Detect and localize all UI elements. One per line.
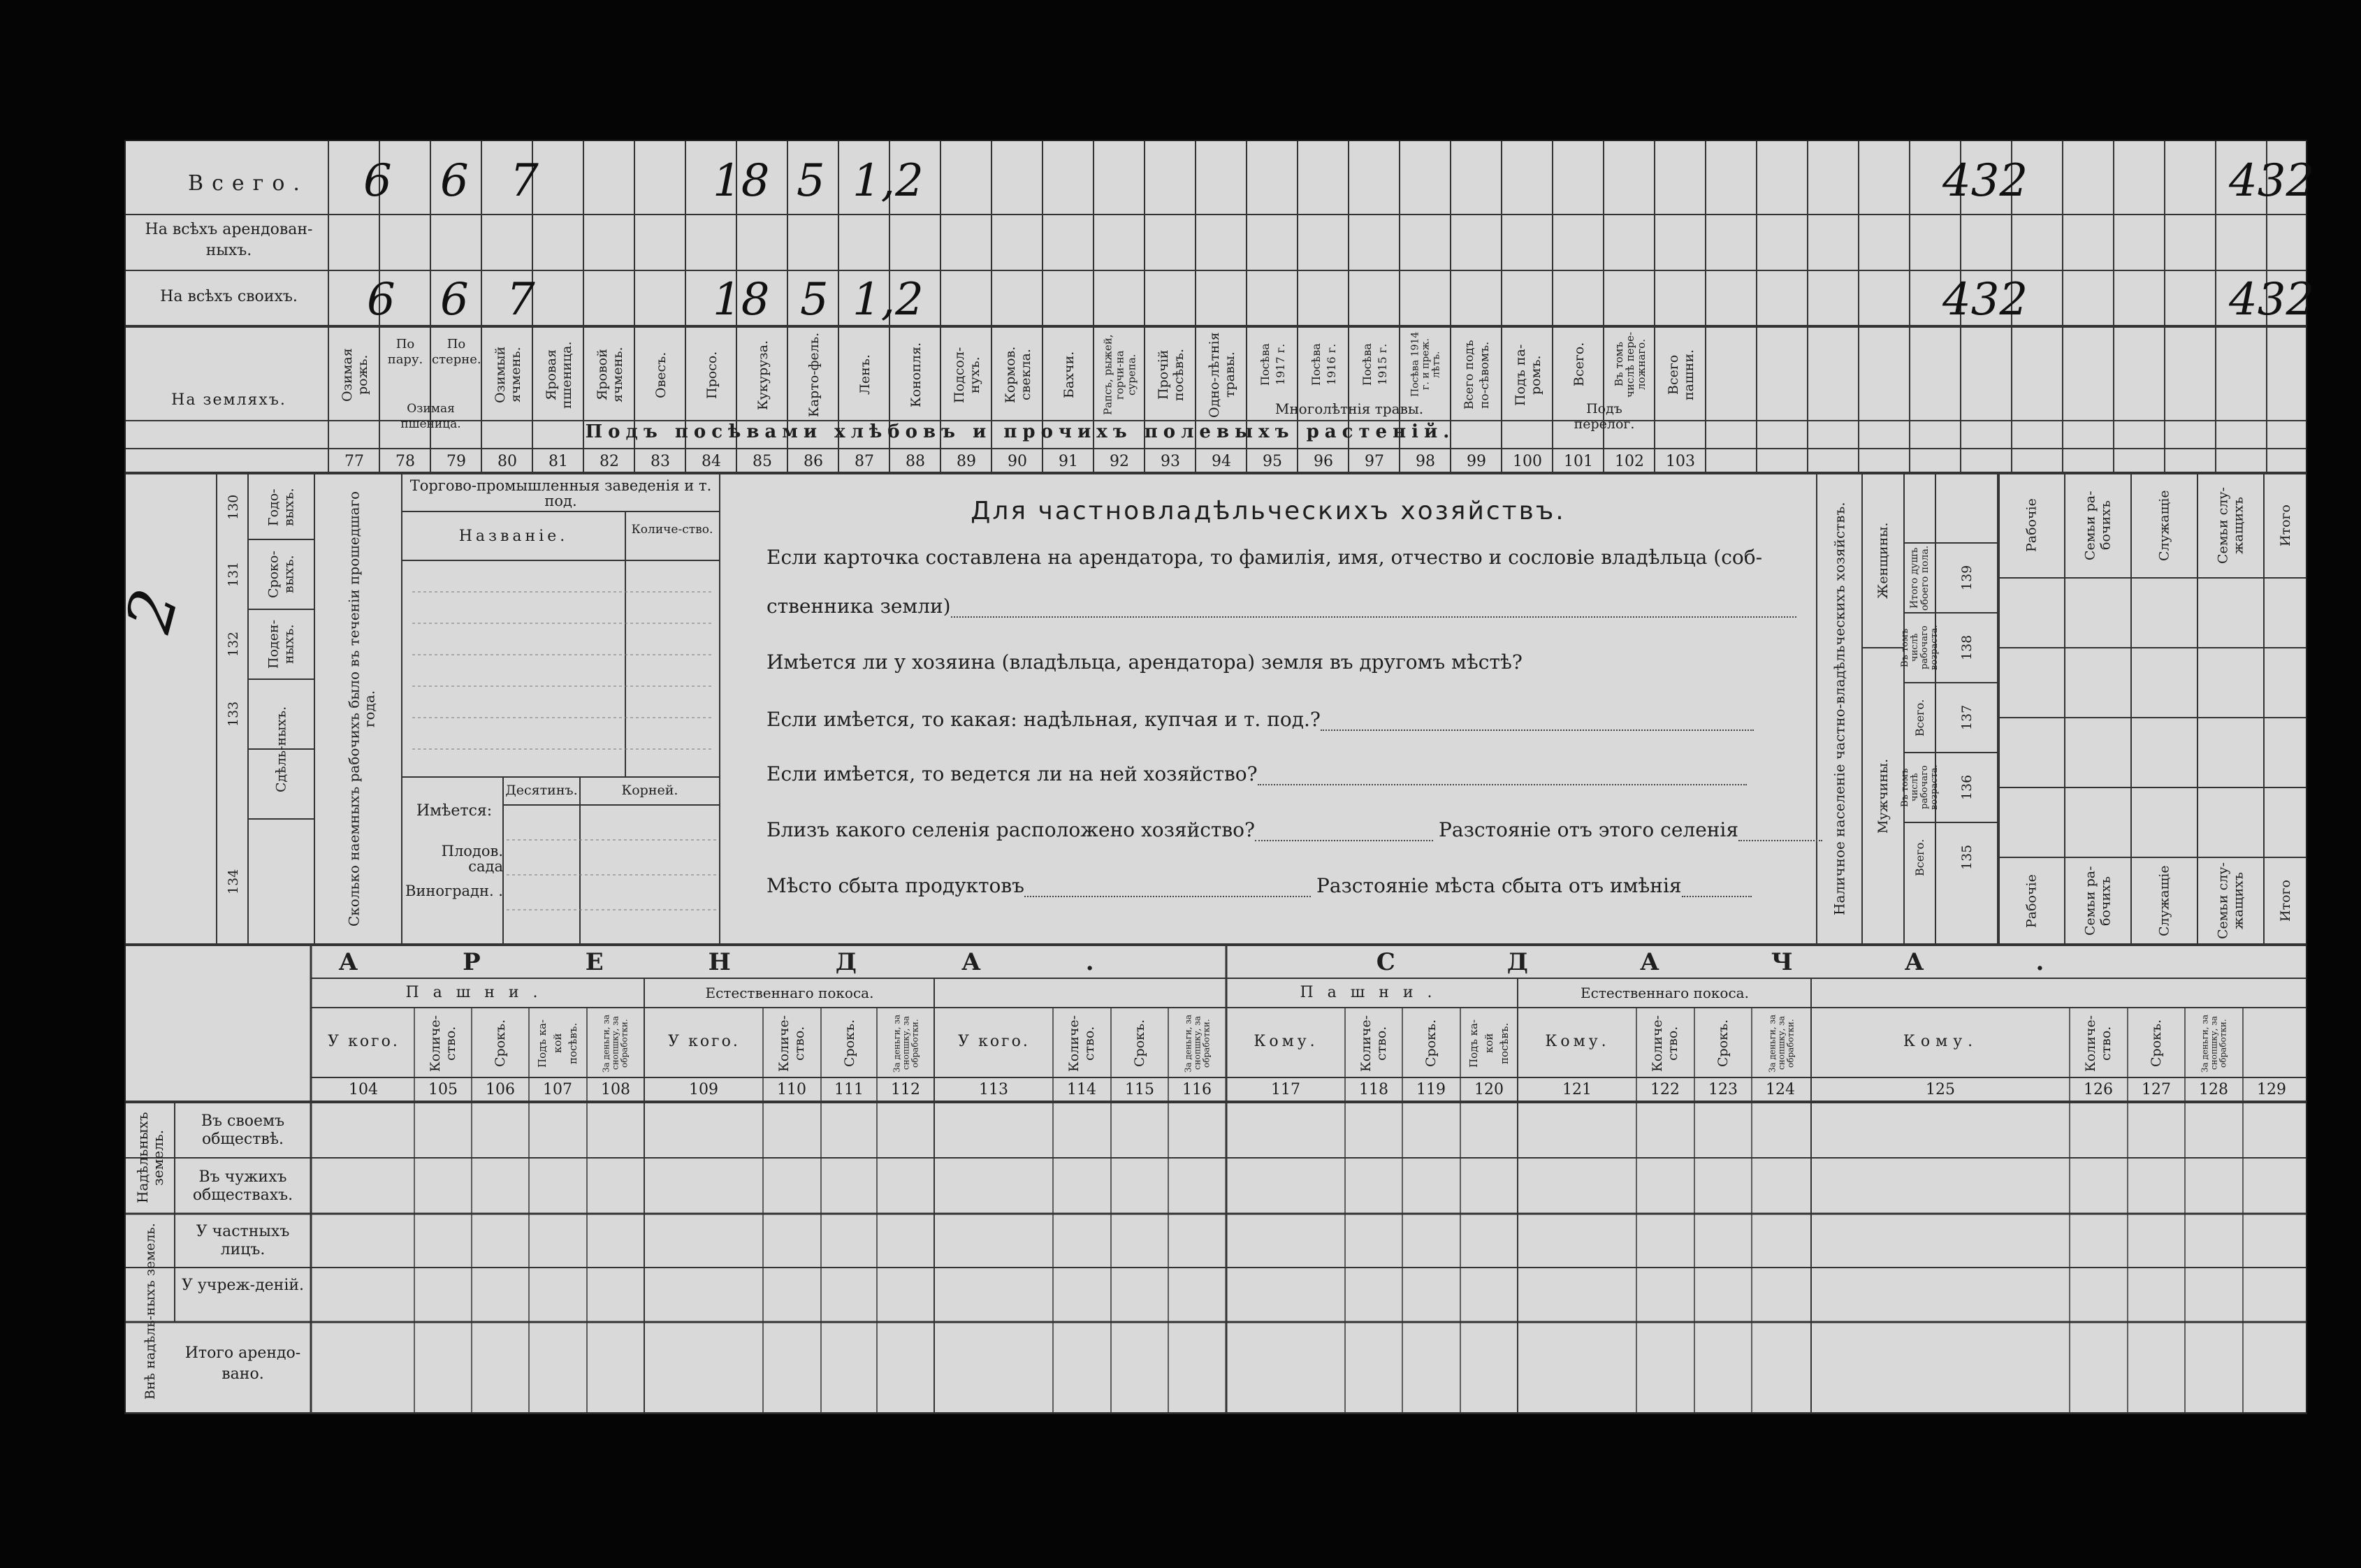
subhead-za-dengi: За деньги, за снопшку, за обработки. xyxy=(892,1014,920,1073)
subhead-u-kogo: У кого. xyxy=(958,1033,1030,1050)
col-konoplya: Конопля. xyxy=(908,342,924,408)
pop-col-women-working: Въ томъ числѣ рабочаго возраста. xyxy=(1900,625,1940,671)
subhead-kolichestvo: Количе-ство. xyxy=(776,1015,807,1072)
col-number: 96 xyxy=(1314,453,1333,470)
col-number: 78 xyxy=(395,453,415,470)
right-col-itogo: Итого xyxy=(2278,504,2293,546)
col-number: 99 xyxy=(1467,453,1486,470)
col-number: 105 xyxy=(428,1081,458,1098)
col-number: 84 xyxy=(702,453,721,470)
label-kornei: Корней. xyxy=(621,783,678,798)
pop-col-women-total: Всего. xyxy=(1913,699,1926,736)
handwritten-value: 432 xyxy=(2229,274,2315,326)
col-number: 108 xyxy=(601,1081,630,1098)
handwritten-value: 18 xyxy=(713,155,770,207)
col-poseva-1917: Посѣва 1917 г. xyxy=(1258,343,1287,386)
question-5-row xyxy=(767,819,1822,841)
header-pokos-sdacha: Естественнаго покоса. xyxy=(1581,985,1749,1001)
row-u-uchrezhdenii: У учреж-денiй. xyxy=(181,1277,305,1294)
question-6-row xyxy=(767,875,1752,897)
question-1b-row xyxy=(767,595,1796,618)
subhead-srok: Срокъ. xyxy=(1715,1019,1731,1068)
col-number: 113 xyxy=(979,1081,1008,1098)
question-4: Если имѣется, то ведется ли на ней хозяйство? xyxy=(767,762,1258,785)
question-3: Если имѣется, то какая: надѣльная, купчая и т. под.? xyxy=(767,708,1321,731)
col-number: 129 xyxy=(2257,1081,2286,1098)
trade-title: Торгово-промышленныя заведенiя и т. под. xyxy=(409,477,712,509)
trade-qty-header: Количе-ство. xyxy=(631,523,713,537)
label-sdelnykh: Сдѣль-ныхъ. xyxy=(273,706,289,792)
answer-line[interactable] xyxy=(1255,825,1433,841)
handwritten-value: 5 xyxy=(797,155,825,207)
question-6b: Разстоянiе мѣста сбыта отъ имѣнiя xyxy=(1316,874,1682,897)
worker-number: 133 xyxy=(226,701,241,727)
col-podsolnukh: Подсол-нухъ. xyxy=(952,347,982,403)
handwritten-value: 432 xyxy=(1942,274,2028,326)
margin-handwritten-mark: 2 xyxy=(112,581,194,640)
row-label-na-zemlyakh: На земляхъ. xyxy=(171,391,286,409)
subhead-komu: Кому. xyxy=(1903,1033,1979,1050)
subhead-za-dengi: За деньги, за снопшку, за обработки. xyxy=(601,1014,630,1073)
col-number: 116 xyxy=(1182,1081,1212,1098)
col-number: 97 xyxy=(1365,453,1384,470)
answer-line[interactable] xyxy=(951,601,1796,618)
pop-number: 139 xyxy=(1959,565,1975,591)
col-poseva-1916: Посѣва 1916 г. xyxy=(1309,343,1338,386)
col-vsego-pod-posevom: Всего подъ по-сѣвомъ. xyxy=(1462,340,1492,410)
col-number: 92 xyxy=(1110,453,1129,470)
col-number: 102 xyxy=(1615,453,1644,470)
question-1a: Если карточка составлена на арендатора, то фамилiя, имя, отчество и сословiе владѣльца (соб- xyxy=(767,546,1763,569)
label-women: Женщины. xyxy=(1875,522,1891,599)
handwritten-value: 7 xyxy=(507,274,535,326)
label-hired-workers: Сколько наемныхъ рабочихъ было въ теченiи прошедшаго года. xyxy=(345,491,378,927)
col-number: 112 xyxy=(891,1081,920,1098)
label-population: Наличное населенiе частно-владѣльческихъ хозяйствъ. xyxy=(1831,502,1848,916)
question-4-row xyxy=(767,763,1747,785)
col-number: 103 xyxy=(1666,453,1695,470)
col-ozimyi-yachmen: Озимый ячмень. xyxy=(493,346,523,404)
label-vinogradn: Виноградн. . xyxy=(405,883,503,899)
subhead-kolichestvo: Количе-ство. xyxy=(2083,1015,2114,1072)
label-men: Мужчины. xyxy=(1875,758,1891,834)
col-number: 120 xyxy=(1474,1081,1504,1098)
row-label-vsego: Всего. xyxy=(188,171,308,196)
col-number: 124 xyxy=(1766,1081,1795,1098)
answer-line[interactable] xyxy=(1682,880,1752,897)
col-poseva-1914: Посѣва 1914 г. и преж. лѣтъ. xyxy=(1409,331,1442,398)
pop-number: 137 xyxy=(1959,704,1975,731)
col-number: 128 xyxy=(2199,1081,2228,1098)
col-number: 100 xyxy=(1513,453,1542,470)
col-kormov-svekla: Кормов. свекла. xyxy=(1003,346,1033,404)
pop-number: 136 xyxy=(1959,774,1975,801)
col-kartofel: Карто-фель. xyxy=(806,332,822,418)
handwritten-value: 432 xyxy=(1942,155,2028,207)
label-desyatin: Десятинъ. xyxy=(505,783,578,798)
handwritten-value: 1,2 xyxy=(852,274,924,326)
col-number: 121 xyxy=(1562,1081,1592,1098)
col-yarovoi-yachmen: Яровой ячмень. xyxy=(595,347,625,403)
row-label-svoikh: На всѣхъ своихъ. xyxy=(160,288,298,305)
col-kukuruza: Кукуруза. xyxy=(755,340,771,410)
subhead-kolichestvo: Количе-ство. xyxy=(1650,1015,1680,1072)
col-number: 82 xyxy=(600,453,619,470)
col-len: Ленъ. xyxy=(857,354,873,395)
header-pashni-sdacha: Пашни. xyxy=(1300,984,1446,1001)
label-pod-perelog: Подъ перелог. xyxy=(1574,401,1635,432)
col-number: 109 xyxy=(689,1081,718,1098)
col-bakhchi: Бахчи. xyxy=(1061,351,1077,399)
col-number: 77 xyxy=(344,453,364,470)
right-col-rabochie: Рабочiе xyxy=(2024,498,2040,553)
col-po-sterne: По стерне. xyxy=(432,337,481,367)
col-number: 89 xyxy=(957,453,976,470)
subhead-srok: Срокъ. xyxy=(493,1019,508,1068)
col-number: 114 xyxy=(1067,1081,1096,1098)
question-3-row xyxy=(767,709,1754,731)
answer-line[interactable] xyxy=(1258,769,1747,785)
subhead-pod-posev: Подъ ка-кой посѣвъ. xyxy=(536,1019,579,1068)
right-col-sluzhashchie-bottom: Служащiе xyxy=(2156,865,2172,937)
handwritten-value: 6 xyxy=(440,155,469,207)
handwritten-value: 1,2 xyxy=(852,155,924,207)
band-pod-posevami: Подъ посѣвами хлѣбовъ и прочихъ полевыхъ растенiй. xyxy=(585,421,1455,442)
col-yarovaya-pshenitsa: Яровая пшеница. xyxy=(544,341,574,409)
col-number: 117 xyxy=(1271,1081,1300,1098)
subhead-kolichestvo: Количе-ство. xyxy=(1066,1015,1097,1072)
label-godovykh: Годо-выхъ. xyxy=(266,488,297,527)
col-po-paru: По пару. xyxy=(387,337,423,367)
row-itogo-arendovano: Итого арендо-вано. xyxy=(184,1344,301,1383)
col-number: 80 xyxy=(497,453,517,470)
answer-line[interactable] xyxy=(1738,825,1822,841)
pop-number: 138 xyxy=(1959,634,1975,661)
col-odnoletnie-travy: Одно-лѣтнiя травы. xyxy=(1207,332,1237,418)
col-ozimaya-rozh: Озимая рожь. xyxy=(340,348,370,402)
worker-number: 132 xyxy=(226,631,241,658)
label-mnogoletnie-travy: Многолѣтнiя травы. xyxy=(1274,400,1424,417)
col-proso: Просо. xyxy=(704,351,720,399)
col-number: 107 xyxy=(543,1081,572,1098)
question-5b: Разстоянiе отъ этого селенiя xyxy=(1439,818,1739,841)
col-number: 83 xyxy=(651,453,670,470)
col-number: 93 xyxy=(1161,453,1180,470)
group-nadelnykh: Надѣльныхъ земель. xyxy=(134,1112,166,1204)
header-pokos-arenda: Естественнаго покоса. xyxy=(705,985,874,1001)
col-number: 126 xyxy=(2084,1081,2113,1098)
col-number: 90 xyxy=(1008,453,1027,470)
right-col-semi-sluzhashchikh-bottom: Семьи слу-жащихъ xyxy=(2215,862,2246,940)
col-number: 110 xyxy=(777,1081,806,1098)
row-label-arendovannykh: На всѣхъ арендован-ныхъ. xyxy=(145,221,313,259)
right-col-rabochie-bottom: Рабочiе xyxy=(2024,874,2040,928)
pop-col-men-working: Въ томъ числѣ рабочаго возраста. xyxy=(1900,764,1940,811)
col-poseva-1915: Посѣва 1915 г. xyxy=(1360,343,1389,386)
handwritten-value: 6 xyxy=(367,274,395,326)
handwritten-value: 18 xyxy=(713,274,770,326)
col-number: 119 xyxy=(1416,1081,1446,1098)
pop-col-total-both: Итого душъ обоего пола. xyxy=(1909,545,1931,611)
pop-number: 135 xyxy=(1959,844,1975,871)
right-col-semi-rabochikh: Семьи ра-бочихъ xyxy=(2082,491,2114,560)
col-number: 115 xyxy=(1125,1081,1154,1098)
handwritten-value: 432 xyxy=(2229,155,2315,207)
col-number: 123 xyxy=(1708,1081,1738,1098)
col-prochii-posev: Прочiй посѣвъ. xyxy=(1156,348,1186,402)
col-number: 86 xyxy=(804,453,823,470)
col-number: 106 xyxy=(486,1081,515,1098)
question-2: Имѣется ли у хозяина (владѣльца, арендатора) земля въ другомъ мѣстѣ? xyxy=(767,651,1523,674)
handwritten-value: 5 xyxy=(800,274,829,326)
question-6a: Мѣсто сбыта продуктовъ xyxy=(767,874,1024,897)
label-podennykh: Поден-ныхъ. xyxy=(266,619,297,669)
question-1b: ственника земли) xyxy=(767,595,951,618)
group-vne-nadelnykh: Внѣ надѣль-ныхъ земель. xyxy=(143,1223,158,1400)
subhead-pod-posev: Подъ ка-кой посѣвъ. xyxy=(1467,1019,1511,1068)
header-sdacha: СДАЧА. xyxy=(1376,948,2156,976)
subhead-u-kogo: У кого. xyxy=(668,1033,740,1050)
subhead-kolichestvo: Количе-ство. xyxy=(428,1015,458,1072)
worker-number: 130 xyxy=(226,494,241,521)
col-number: 111 xyxy=(834,1081,864,1098)
row-u-chastnykh-lits: У частныхъ лицъ. xyxy=(196,1223,290,1258)
right-col-sluzhashchie: Служащiе xyxy=(2156,490,2172,561)
header-pashni-arenda: Пашни. xyxy=(405,984,552,1001)
handwritten-value: 6 xyxy=(363,155,392,207)
col-perelog-v-tom-chisle: Въ томъ числѣ пере-ложнаго. xyxy=(1613,331,1648,398)
subhead-za-dengi: За деньги, за снопшку, за обработки. xyxy=(1183,1014,1212,1073)
right-col-semi-sluzhashchikh: Семьи слу-жащихъ xyxy=(2215,487,2246,564)
col-oves: Овесъ. xyxy=(653,351,669,398)
col-number: 127 xyxy=(2142,1081,2171,1098)
label-ozimaya-pshenitsa: Озимая пшеница. xyxy=(400,402,461,431)
col-pod-parom: Подъ па-ромъ. xyxy=(1513,344,1543,406)
trade-name-header: Названiе. xyxy=(458,528,569,545)
subhead-za-dengi: За деньги, за снопшку, за обработки. xyxy=(2200,1014,2228,1073)
subhead-komu: Кому. xyxy=(1254,1033,1318,1050)
col-number: 125 xyxy=(1926,1081,1955,1098)
col-number: 95 xyxy=(1263,453,1282,470)
col-vsego-pashni: Всего пашни. xyxy=(1666,349,1697,401)
col-number: 79 xyxy=(446,453,466,470)
label-plodov-sada: Плодов. сада xyxy=(441,843,503,875)
subhead-srok: Срокъ. xyxy=(1132,1019,1147,1068)
col-raps: Рапсъ, рыжей, горчи-на сурепа. xyxy=(1101,334,1138,416)
subhead-srok: Срокъ. xyxy=(842,1019,857,1068)
subhead-za-dengi: За деньги, за снопшку, за обработки. xyxy=(1767,1014,1796,1073)
pop-col-men-total: Всего. xyxy=(1913,839,1926,876)
col-number: 88 xyxy=(906,453,925,470)
row-v-svoem-obshchestve: Въ своемъ обществѣ. xyxy=(201,1112,285,1148)
col-number: 118 xyxy=(1359,1081,1388,1098)
subhead-srok: Срокъ. xyxy=(2149,1019,2164,1068)
col-perelog-vsego: Всего. xyxy=(1571,342,1587,387)
label-imeetsya: Имѣется: xyxy=(416,802,493,820)
private-title: Для частновладѣльческихъ хозяйствъ. xyxy=(971,497,1566,525)
question-5a: Близъ какого селенiя расположено хозяйство? xyxy=(767,818,1256,841)
col-number: 91 xyxy=(1059,453,1078,470)
row-v-chuzhikh-obshchestvakh: Въ чужихъ обществахъ. xyxy=(192,1168,293,1204)
worker-number: 134 xyxy=(226,869,241,895)
col-number: 98 xyxy=(1416,453,1435,470)
col-number: 104 xyxy=(349,1081,378,1098)
subhead-u-kogo: У кого. xyxy=(328,1033,400,1050)
col-number: 94 xyxy=(1212,453,1231,470)
census-card xyxy=(112,140,2315,1414)
handwritten-value: 6 xyxy=(440,274,469,326)
subhead-kolichestvo: Количе-ство. xyxy=(1358,1015,1389,1072)
label-srokovykh: Сроко-выхъ. xyxy=(266,551,297,598)
col-number: 85 xyxy=(753,453,772,470)
worker-number: 131 xyxy=(226,561,241,588)
subhead-komu: Кому. xyxy=(1545,1033,1610,1050)
handwritten-value: 7 xyxy=(510,155,539,207)
col-number: 101 xyxy=(1564,453,1593,470)
right-col-semi-rabochikh-bottom: Семьи ра-бочихъ xyxy=(2082,866,2114,936)
answer-line[interactable] xyxy=(1024,880,1311,897)
col-number: 122 xyxy=(1650,1081,1680,1098)
right-col-itogo-bottom: Итого xyxy=(2278,880,2293,922)
subhead-srok: Срокъ. xyxy=(1423,1019,1439,1068)
header-arenda: АРЕНДА. xyxy=(338,948,1199,976)
col-number: 81 xyxy=(549,453,568,470)
answer-line[interactable] xyxy=(1321,714,1754,731)
col-number: 87 xyxy=(855,453,874,470)
